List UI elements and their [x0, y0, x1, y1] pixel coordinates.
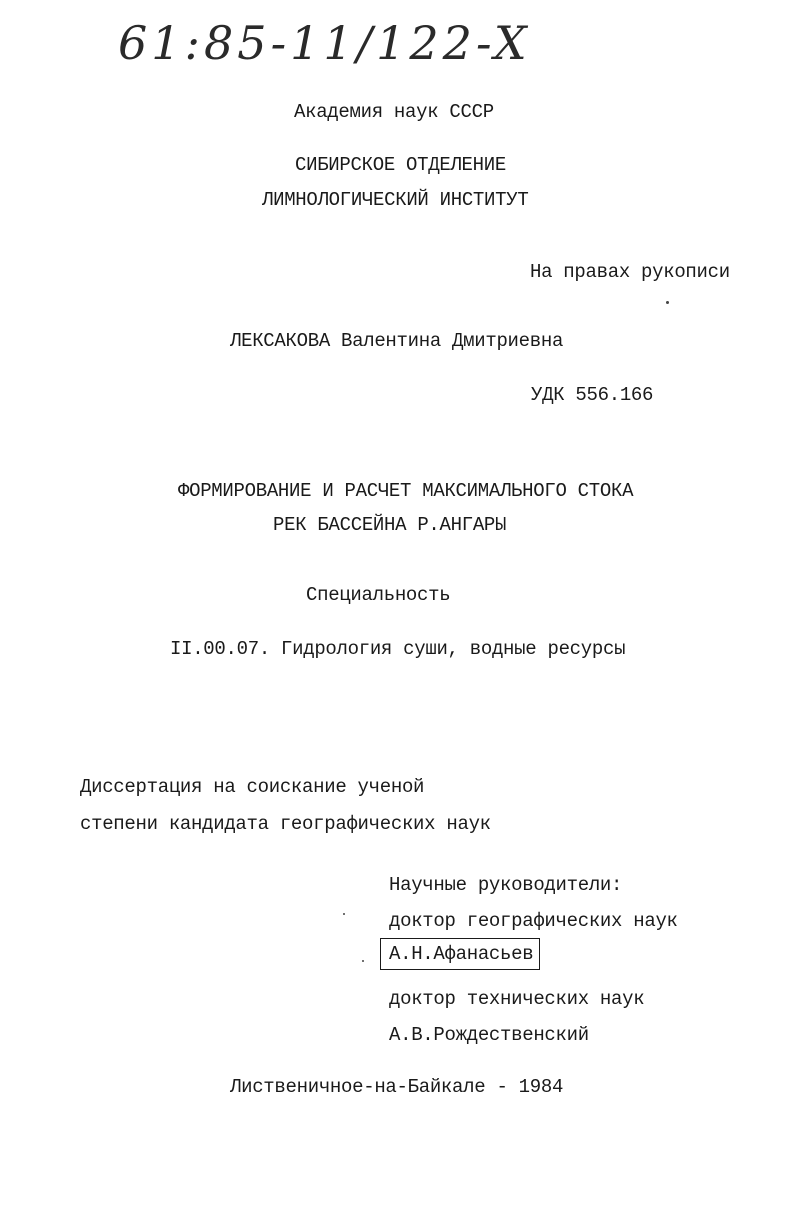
speck [666, 301, 669, 304]
dissertation-line-1: Диссертация на соискание ученой [80, 776, 425, 798]
author-name: ЛЕКСАКОВА Валентина Дмитриевна [230, 330, 564, 352]
specialty-label: Специальность [306, 584, 451, 606]
institute-name: ЛИМНОЛОГИЧЕСКИЙ ИНСТИТУТ [262, 189, 529, 211]
manuscript-rights: На правах рукописи [530, 261, 730, 283]
speck [362, 960, 364, 962]
speck [343, 913, 345, 915]
academy-name: Академия наук СССР [294, 101, 494, 123]
place-year: Лиственичное-на-Байкале - 1984 [230, 1076, 564, 1098]
archive-mark: 61:85-11/122-X [118, 16, 531, 70]
supervisor-2-name: А.В.Рождественский [389, 1024, 589, 1046]
supervisor-2-degree: доктор технических наук [389, 988, 645, 1010]
title-line-1: ФОРМИРОВАНИЕ И РАСЧЕТ МАКСИМАЛЬНОГО СТОКА [178, 480, 634, 502]
supervisors-heading: Научные руководители: [389, 874, 623, 896]
supervisor-1-degree: доктор географических наук [389, 910, 678, 932]
supervisor-1-name: А.Н.Афанасьев [389, 943, 534, 965]
branch-name: СИБИРСКОЕ ОТДЕЛЕНИЕ [295, 154, 506, 176]
udc-code: УДК 556.166 [531, 384, 654, 406]
title-line-2: РЕК БАССЕЙНА Р.АНГАРЫ [273, 514, 507, 536]
specialty-value: II.00.07. Гидрология суши, водные ресурсы [170, 638, 626, 660]
dissertation-line-2: степени кандидата географических наук [80, 813, 491, 835]
